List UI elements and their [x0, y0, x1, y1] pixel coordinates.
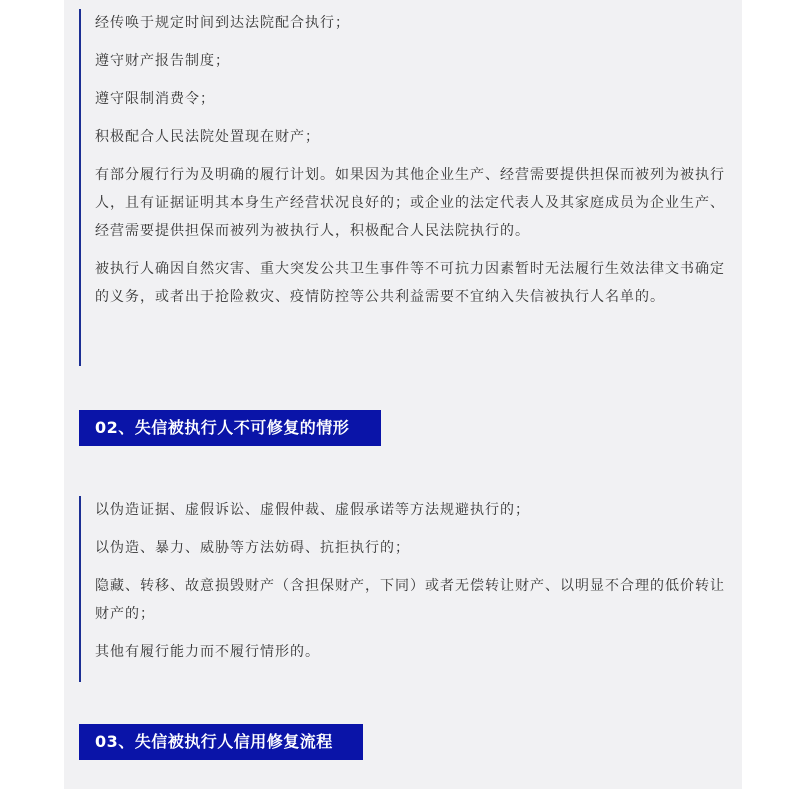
- list-item: 有部分履行行为及明确的履行计划。如果因为其他企业生产、经营需要提供担保而被列为被执行人，且有证据证明其本身生产经营状况良好的；或企业的法定代表人及其家庭成员为企业生产、经营需要提供担保而被列为被执行人，积极配合人民法院执行的。: [95, 167, 725, 239]
- list-item: 其他有履行能力而不履行情形的。: [95, 644, 320, 660]
- conditions-list: [79, 9, 729, 366]
- non-repairable-list: [79, 496, 729, 682]
- section-heading: 03、失信被执行人信用修复流程: [79, 724, 363, 760]
- list-item: 经传唤于规定时间到达法院配合执行；: [95, 15, 350, 31]
- list-item: 以伪造、暴力、威胁等方法妨碍、抗拒执行的；: [95, 540, 410, 556]
- list-item: 遵守限制消费令；: [95, 91, 215, 107]
- list-item: 积极配合人民法院处置现在财产；: [95, 129, 320, 145]
- list-item: 遵守财产报告制度；: [95, 53, 230, 69]
- list-item: 隐藏、转移、故意损毁财产（含担保财产，下同）或者无偿转让财产、以明显不合理的低价转让财产的；: [95, 578, 725, 622]
- list-item: 被执行人确因自然灾害、重大突发公共卫生事件等不可抗力因素暂时无法履行生效法律文书确定的义务，或者出于抢险救灾、疫情防控等公共利益需要不宜纳入失信被执行人名单的。: [95, 261, 725, 305]
- list-item: 以伪造证据、虚假诉讼、虚假仲裁、虚假承诺等方法规避执行的；: [95, 502, 530, 518]
- section-heading: 02、失信被执行人不可修复的情形: [79, 410, 381, 446]
